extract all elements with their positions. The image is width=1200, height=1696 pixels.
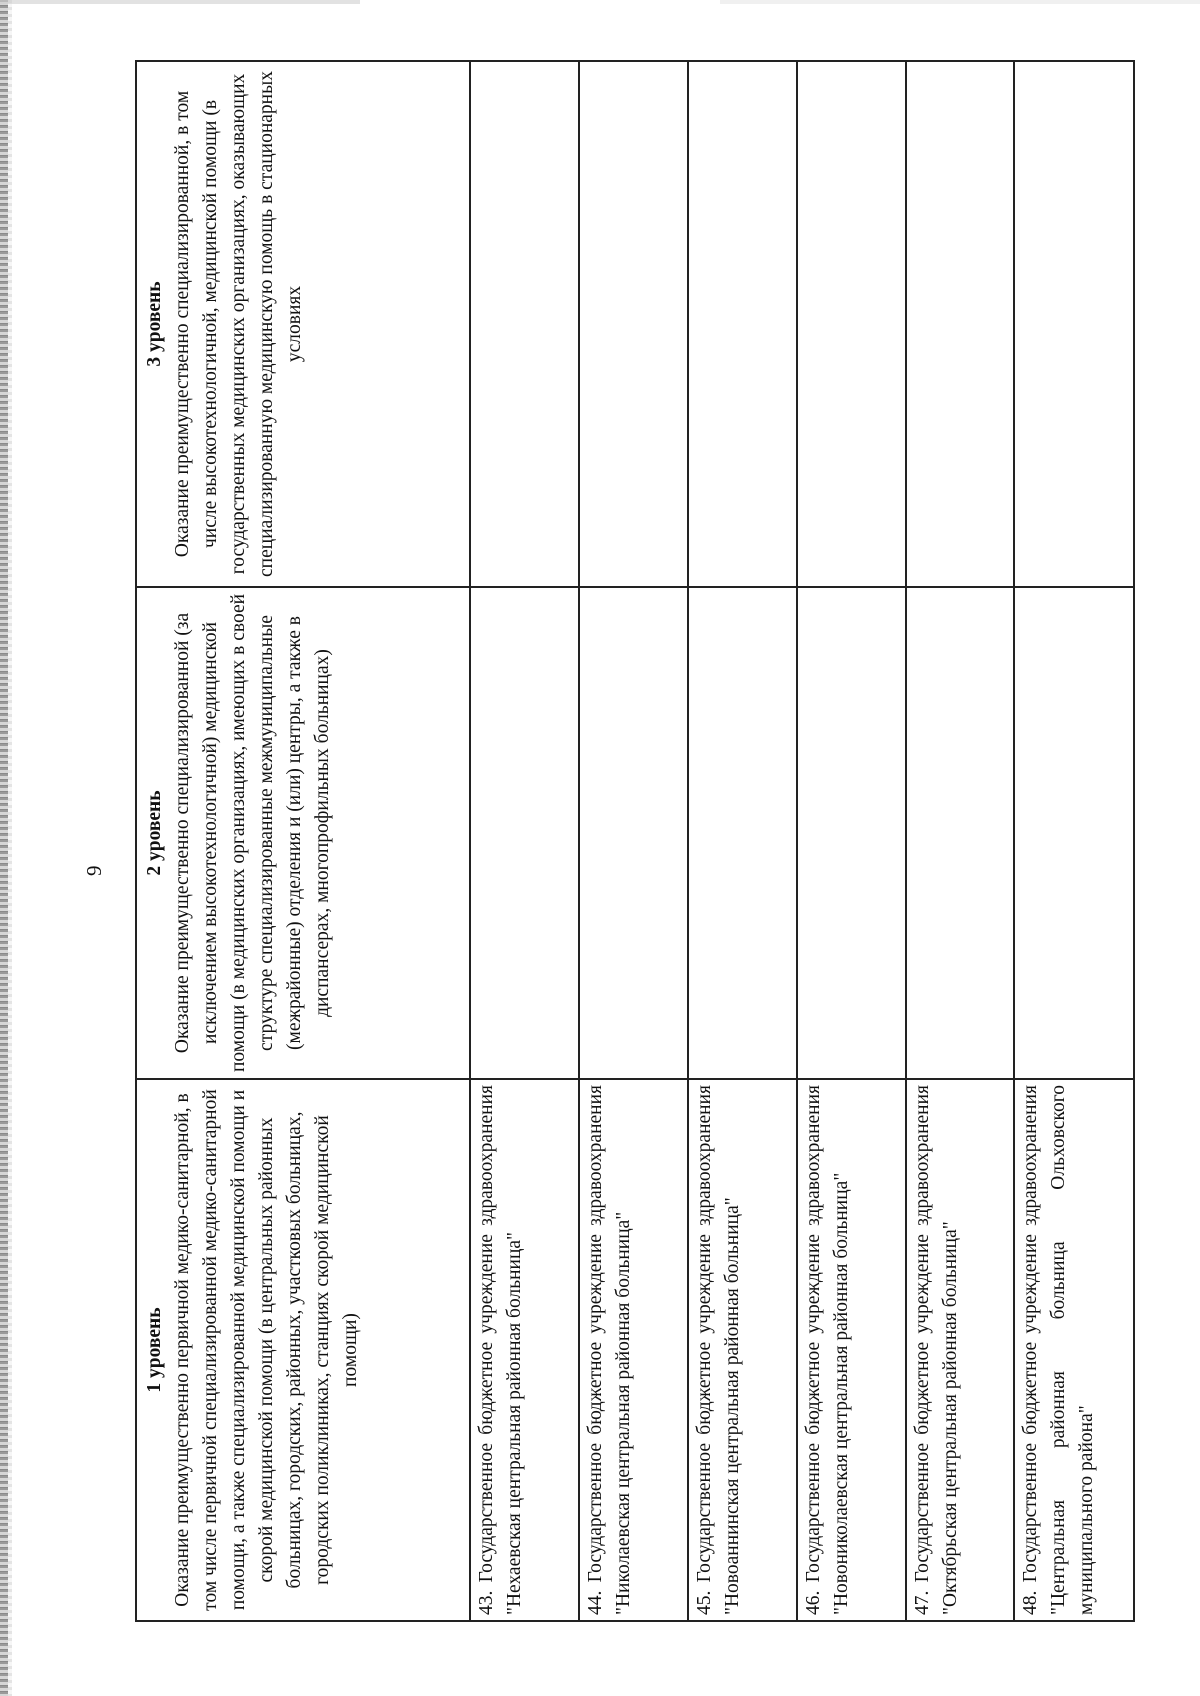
header-level-3-description: Оказание преимущественно специализированной, в том числе высокотехнологичной, медицинской помощи (в государственных медицинских организациях, оказывающих специализированную медицинскую помощь в стационарных условиях (172, 71, 305, 577)
header-level-3-title: 3 уровень (144, 281, 165, 367)
org-cell-level1: 44. Государственное бюджетное учреждение здравоохранения "Николаевская центральная районная больница" (579, 1079, 688, 1621)
org-cell-level2 (906, 587, 1015, 1079)
org-cell-level2 (470, 587, 579, 1079)
header-level-1 (136, 1079, 470, 1621)
org-cell-level2 (688, 587, 797, 1079)
org-cell-level2 (1014, 587, 1134, 1079)
header-level-2-description: Оказание преимущественно специализированной (за исключением высокотехнологичной) медицинской помощи (в медицинских организациях, имеющих в своей структуре специализированные межмуниципальные (межрайонные) отделения и (или) центры, а также в диспансерах, многопрофильных больницах) (172, 593, 333, 1073)
org-cell-level1: 46. Государственное бюджетное учреждение здравоохранения "Новониколаевская центральная районная больница" (797, 1079, 906, 1621)
header-level-2 (136, 587, 470, 1079)
org-cell-level3 (1014, 61, 1134, 587)
org-cell-level3 (688, 61, 797, 587)
org-cell-level3 (470, 61, 579, 587)
org-cell-level3 (579, 61, 688, 587)
header-level-3 (136, 61, 470, 587)
org-cell-level1: 43. Государственное бюджетное учреждение здравоохранения "Нехаевская центральная районная больница" (470, 1079, 579, 1621)
org-cell-level2 (797, 587, 906, 1079)
page-number: 9 (82, 865, 106, 876)
table-row (579, 61, 688, 1621)
table-row (470, 61, 579, 1621)
org-cell-level2 (579, 587, 688, 1079)
org-cell-level1: 48. Государственное бюджетное учреждение здравоохранения "Центральная районная больница Ольховского муниципального района" (1014, 1079, 1134, 1621)
org-cell-level3 (797, 61, 906, 587)
table-row (688, 61, 797, 1621)
org-cell-level1: 45. Государственное бюджетное учреждение здравоохранения "Новоаннинская центральная районная больница" (688, 1079, 797, 1621)
org-cell-level1: 47. Государственное бюджетное учреждение здравоохранения "Октябрьская центральная районная больница" (906, 1079, 1015, 1621)
table-header-row (136, 61, 470, 1621)
header-level-1-title: 1 уровень (144, 1307, 165, 1393)
care-levels-table (135, 60, 1135, 1622)
table-row (906, 61, 1015, 1621)
table-row (1014, 61, 1134, 1621)
table-row (797, 61, 906, 1621)
header-level-2-title: 2 уровень (144, 790, 165, 876)
header-level-1-description: Оказание преимущественно первичной медико-санитарной, в том числе первичной специализированной медико-санитарной помощи, а также специализированной медицинской помощи и скорой медицинской помощи (в центральных районных больницах, городских, районных, участковых больницах, городских поликлиниках, станциях скорой медицинской помощи) (172, 1089, 361, 1611)
org-cell-level3 (906, 61, 1015, 587)
